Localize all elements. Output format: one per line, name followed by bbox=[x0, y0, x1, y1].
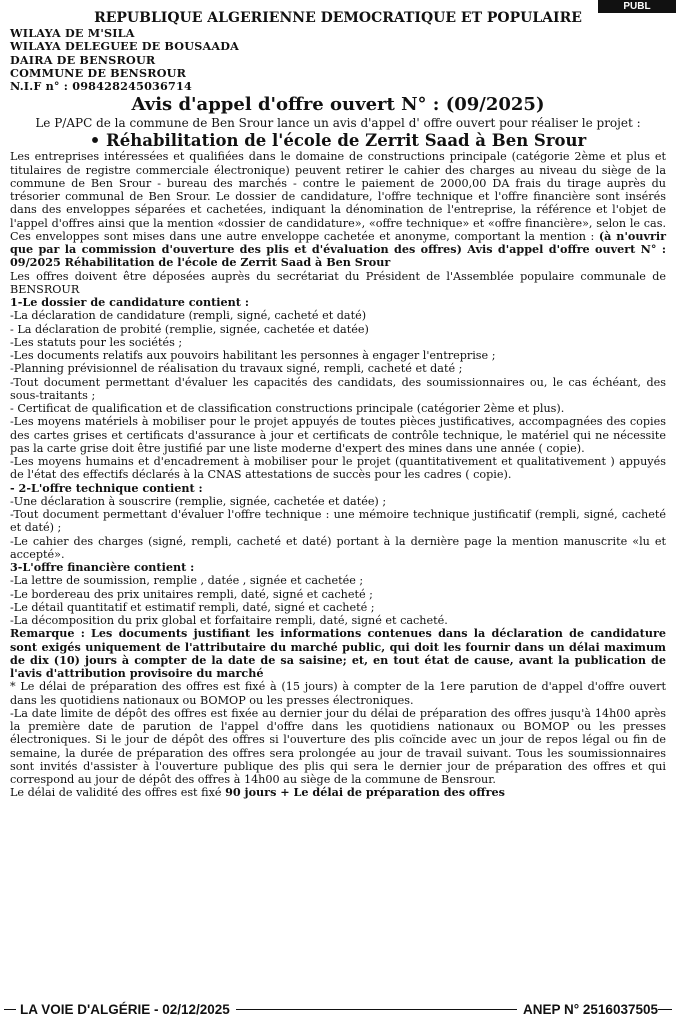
remark-paragraph: Remarque : Les documents justifiant les informations contenues dans la déclaration de candidature sont exigés uniquement de l'attributaire du marché public, qui doit les fournir dans un délai maximum de dix (10) jours à compter de la date de sa saisine; et, en tout état de cause, avant la publication de l'avis d'attribution provisoire du marché bbox=[10, 626, 666, 680]
corner-label: PUBL bbox=[598, 0, 676, 13]
footer-rule-left bbox=[4, 1009, 16, 1010]
section-1-item: -Les moyens humains et d'encadrement à mobiliser pour le projet (quantitativement et qualitativement ) appuyés de l'état des effectifs déclarés à la CNAS attestations de succès pour les cadres ( copie). bbox=[10, 455, 666, 482]
header-line-commune: COMMUNE DE BENSROUR bbox=[10, 65, 187, 80]
section-3-item: -La lettre de soumission, remplie , datée , signée et cachetée ; bbox=[10, 574, 364, 588]
header-line-wilaya: WILAYA DE M'SILA bbox=[10, 26, 135, 40]
deposit-paragraph: Les offres doivent être déposées auprès du secrétariat du Président de l'Assemblée populaire communale de BENSROUR bbox=[10, 269, 666, 296]
section-3-item: -Le bordereau des prix unitaires rempli, daté, signé et cacheté ; bbox=[10, 587, 373, 601]
project-title: • Réhabilitation de l'école de Zerrit Saad à Ben Srour bbox=[89, 131, 587, 151]
validity-duration: 90 jours + Le délai de préparation des offres bbox=[225, 785, 505, 800]
notice-title: Avis d'appel d'offre ouvert N° : (09/2025) bbox=[131, 94, 545, 116]
header-line-nif: N.I.F n° : 098428245036714 bbox=[10, 79, 192, 93]
conditions-text: Les entreprises intéressées et qualifiées dans le domaine de constructions principale (catégorie 2ème et plus et titulaires de registre commerciale électronique) peuvent retirer le cahier des charges au niveau du siège de la commune de Ben Srour - bureau des marchés - contre le paiement de 2000,00 DA frais du tirage auprès du trésorier communal de Ben Srour. Le dossier de candidature, l'offre technique et l'offre financière sont insérés dans des enveloppes séparées et cachetées, indiquant la dénomination de l'entreprise, la référence et l'objet de l'appel d'offres ainsi que la mention «dossier de candidature», «offre technique» et «offre financière», selon le cas. Ces enveloppes sont mises dans une autre enveloppe cachetée et anonyme, comportant la mention : bbox=[10, 150, 666, 243]
section-2-heading: - 2-L'offre technique contient : bbox=[10, 480, 203, 495]
section-3-item: -La décomposition du prix global et forfaitaire rempli, daté, signé et cacheté. bbox=[10, 614, 448, 627]
section-1-item: -Les moyens matériels à mobiliser pour le projet appuyés de toutes pièces justificatives, accompagnées des copies des cartes grises et certificats d'assurance à jour et certificats de contrôle technique, le matériel qui ne nécessite pas la carte grise doit être justifié par une liste moderne d'expert des mines dans une année ( copie). bbox=[10, 415, 666, 455]
footer-rule-right bbox=[658, 1009, 672, 1010]
section-2-item: -Une déclaration à souscrire (remplie, signée, cachetée et datée) ; bbox=[10, 494, 387, 508]
section-1-item: -Les documents relatifs aux pouvoirs habilitant les personnes à engager l'entreprise ; bbox=[10, 349, 496, 362]
delay-paragraph: * Le délai de préparation des offres est fixé à (15 jours) à compter de la 1ere parution de d'appel d'offre ouvert dans les quotidiens nationaux ou BOMOP ou les presses électroniques. bbox=[10, 680, 666, 707]
validity-paragraph bbox=[10, 786, 666, 799]
section-1-item: -Planning prévisionnel de réalisation du travaux signé, rempli, cacheté et daté ; bbox=[10, 362, 463, 376]
section-2-item: -Tout document permettant d'évaluer l'offre technique : une mémoire technique justificatif (rempli, signé, cacheté et daté) ; bbox=[10, 508, 666, 535]
notice-document bbox=[10, 10, 666, 800]
newspaper-date: LA VOIE D'ALGÉRIE - 02/12/2025 bbox=[20, 1001, 230, 1017]
republic-header: REPUBLIQUE ALGERIENNE DEMOCRATIQUE ET POPULAIRE bbox=[94, 10, 582, 26]
footer-rule-middle bbox=[236, 1009, 517, 1010]
footer-bar bbox=[4, 999, 672, 1019]
deadline-paragraph: -La date limite de dépôt des offres est fixée au dernier jour du délai de préparation des offres jusqu'à 14h00 après la première date de parution de l'appel d'offre dans les quotidiens nationaux ou BOMOP ou les presses électroniques. Si le jour de dépôt des offres si l'ouverture des plis coïncide avec un jour de repos légal ou fin de semaine, la durée de préparation des offres sera prolongée au jour de travail suivant. Tous les soumissionnaires sont invités d'assister à l'ouverture publique des plis qui sera le dernier jour de préparation des offres et qui correspond au jour de dépôt des offres à 14h00 au siège de la commune de Bensrour. bbox=[10, 706, 666, 786]
section-1-item: -Les statuts pour les sociétés ; bbox=[10, 335, 183, 349]
conditions-paragraph bbox=[10, 150, 666, 269]
validity-text: Le délai de validité des offres est fixé bbox=[10, 786, 222, 800]
header-line-wilaya-deleguee: WILAYA DELEGUEE DE BOUSAADA bbox=[10, 39, 240, 54]
section-3-item: -Le détail quantitatif et estimatif rempli, daté, signé et cacheté ; bbox=[10, 600, 375, 614]
section-1-item: -Tout document permettant d'évaluer les capacités des candidats, des soumissionnaires ou, le cas échéant, des sous-traitants ; bbox=[10, 375, 666, 402]
section-1-heading: 1-Le dossier de candidature contient : bbox=[10, 295, 249, 309]
section-3-heading: 3-L'offre financière contient : bbox=[10, 560, 195, 574]
section-1-item: -La déclaration de candidature (rempli, signé, cacheté et daté) bbox=[10, 309, 367, 323]
section-1-item: - Certificat de qualification et de classification constructions principale (catégorier 2ème et plus). bbox=[10, 402, 565, 415]
envelope-mention: (à n'ouvrir que par la commission d'ouverture des plis et d'évaluation des offres) Avis d'appel d'offre ouvert N° : 09/2025 Réhabilitation de l'école de Zerrit Saad à Ben Srour bbox=[10, 228, 667, 270]
intro-text: Le P/APC de la commune de Ben Srour lance un avis d'appel d' offre ouvert pour réaliser le projet : bbox=[35, 116, 641, 131]
section-1-item: - La déclaration de probité (remplie, signée, cachetée et datée) bbox=[10, 322, 369, 336]
header-line-daira: DAIRA DE BENSROUR bbox=[10, 52, 156, 67]
section-2-item: -Le cahier des charges (signé, rempli, cacheté et daté) portant à la dernière page la mention manuscrite «lu et accepté». bbox=[10, 534, 666, 561]
anep-number: ANEP N° 2516037505 bbox=[523, 1001, 658, 1017]
